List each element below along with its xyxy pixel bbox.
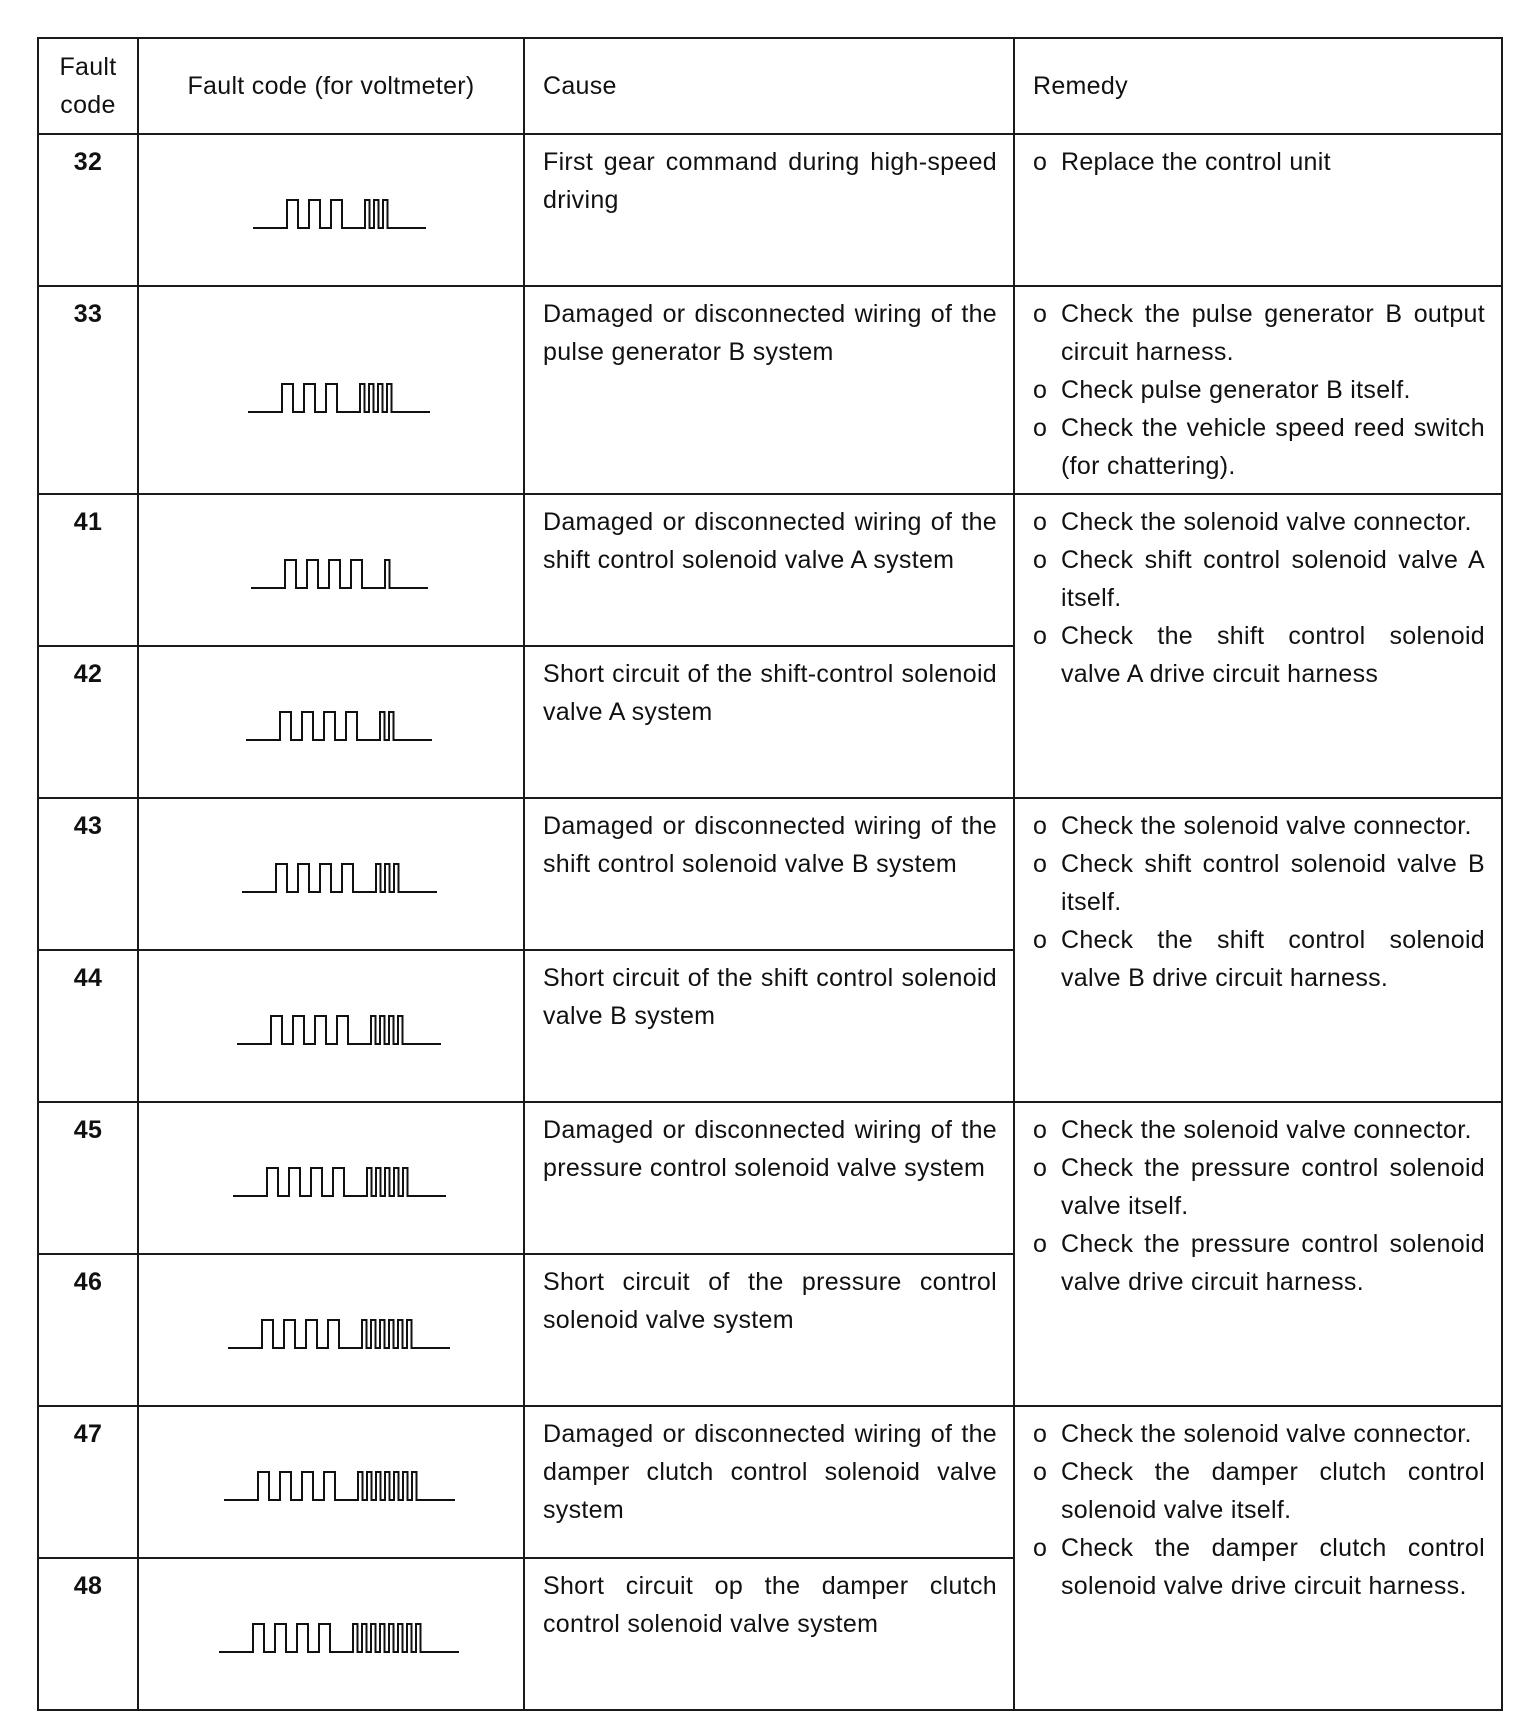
fault-code: 48 xyxy=(38,1558,138,1710)
pulse-waveform-graphic xyxy=(139,647,523,797)
pulse-trace xyxy=(248,384,430,412)
remedy-text: Replace the control unit xyxy=(1061,148,1331,176)
remedy-item xyxy=(1033,143,1485,181)
remedy-item xyxy=(1033,503,1485,541)
fault-code: 45 xyxy=(38,1102,138,1254)
pulse-trace xyxy=(242,864,437,892)
bullet-marker: o xyxy=(1033,1154,1048,1182)
table-row xyxy=(38,1102,1502,1254)
remedy-text: Check the solenoid valve connector. xyxy=(1061,508,1472,536)
fault-code-table xyxy=(37,37,1503,1711)
pulse-waveform-graphic xyxy=(139,1103,523,1253)
fault-code: 43 xyxy=(38,798,138,950)
fault-code: 41 xyxy=(38,494,138,646)
table-row xyxy=(38,494,1502,646)
bullet-marker: o xyxy=(1033,926,1048,954)
header-row xyxy=(38,38,1502,134)
remedy-text: Check shift control solenoid valve A itself. xyxy=(1061,546,1485,612)
remedy-cell xyxy=(1014,494,1502,798)
bullet-marker: o xyxy=(1033,508,1048,536)
pulse-waveform-graphic xyxy=(139,1255,523,1405)
pulse-waveform xyxy=(138,1102,524,1254)
remedy-item xyxy=(1033,1149,1485,1225)
remedy-item xyxy=(1033,807,1485,845)
table-row xyxy=(38,286,1502,494)
bullet-marker: o xyxy=(1033,1116,1048,1144)
pulse-waveform xyxy=(138,286,524,494)
remedy-item xyxy=(1033,845,1485,921)
table-row xyxy=(38,1406,1502,1558)
bullet-marker: o xyxy=(1033,376,1048,404)
fault-code: 33 xyxy=(38,286,138,494)
pulse-waveform xyxy=(138,1406,524,1558)
remedy-item xyxy=(1033,1529,1485,1605)
remedy-item xyxy=(1033,1415,1485,1453)
pulse-trace xyxy=(219,1624,459,1652)
header-fault-code: Fault code xyxy=(38,38,138,134)
remedy-item xyxy=(1033,295,1485,371)
pulse-waveform-graphic xyxy=(139,287,523,493)
pulse-trace xyxy=(253,200,426,228)
fault-code: 46 xyxy=(38,1254,138,1406)
bullet-marker: o xyxy=(1033,1230,1048,1258)
cause-text: Short circuit op the damper clutch control solenoid valve system xyxy=(524,1558,1014,1710)
header-remedy: Remedy xyxy=(1014,38,1502,134)
remedy-text: Check the damper clutch control solenoid valve itself. xyxy=(1061,1458,1485,1524)
pulse-waveform xyxy=(138,798,524,950)
pulse-waveform xyxy=(138,950,524,1102)
pulse-trace xyxy=(237,1016,441,1044)
cause-text: Damaged or disconnected wiring of the shift control solenoid valve B system xyxy=(524,798,1014,950)
pulse-trace xyxy=(246,712,432,740)
remedy-text: Check the vehicle speed reed switch (for chattering). xyxy=(1061,414,1485,480)
bullet-marker: o xyxy=(1033,414,1048,442)
cause-text: Damaged or disconnected wiring of the shift control solenoid valve A system xyxy=(524,494,1014,646)
remedy-text: Check the damper clutch control solenoid valve drive circuit harness. xyxy=(1061,1534,1485,1600)
header-cause: Cause xyxy=(524,38,1014,134)
remedy-cell xyxy=(1014,134,1502,286)
cause-text: Damaged or disconnected wiring of the damper clutch control solenoid valve system xyxy=(524,1406,1014,1558)
pulse-waveform xyxy=(138,646,524,798)
pulse-trace xyxy=(228,1320,450,1348)
fault-code: 47 xyxy=(38,1406,138,1558)
cause-text: Short circuit of the shift-control solenoid valve A system xyxy=(524,646,1014,798)
cause-text: Damaged or disconnected wiring of the pulse generator B system xyxy=(524,286,1014,494)
bullet-marker: o xyxy=(1033,300,1048,328)
remedy-text: Check the shift control solenoid valve B drive circuit harness. xyxy=(1061,926,1485,992)
remedy-text: Check the pulse generator B output circuit harness. xyxy=(1061,300,1485,366)
remedy-item xyxy=(1033,541,1485,617)
remedy-item xyxy=(1033,617,1485,693)
remedy-item xyxy=(1033,1225,1485,1301)
pulse-waveform-graphic xyxy=(139,135,523,285)
remedy-item xyxy=(1033,1453,1485,1529)
fault-code: 44 xyxy=(38,950,138,1102)
remedy-cell xyxy=(1014,1406,1502,1710)
remedy-text: Check the solenoid valve connector. xyxy=(1061,1420,1472,1448)
remedy-item xyxy=(1033,409,1485,485)
pulse-waveform-graphic xyxy=(139,799,523,949)
pulse-waveform xyxy=(138,134,524,286)
remedy-text: Check pulse generator B itself. xyxy=(1061,376,1411,404)
remedy-cell xyxy=(1014,1102,1502,1406)
header-voltmeter: Fault code (for voltmeter) xyxy=(138,38,524,134)
fault-code: 32 xyxy=(38,134,138,286)
remedy-item xyxy=(1033,1111,1485,1149)
cause-text: Damaged or disconnected wiring of the pressure control solenoid valve system xyxy=(524,1102,1014,1254)
remedy-text: Check the pressure control solenoid valve itself. xyxy=(1061,1154,1485,1220)
pulse-trace xyxy=(251,560,428,588)
remedy-item xyxy=(1033,921,1485,997)
bullet-marker: o xyxy=(1033,850,1048,878)
bullet-marker: o xyxy=(1033,1420,1048,1448)
remedy-text: Check the solenoid valve connector. xyxy=(1061,812,1472,840)
pulse-trace xyxy=(233,1168,446,1196)
table-row xyxy=(38,798,1502,950)
remedy-item xyxy=(1033,371,1485,409)
bullet-marker: o xyxy=(1033,622,1048,650)
bullet-marker: o xyxy=(1033,546,1048,574)
remedy-cell xyxy=(1014,286,1502,494)
pulse-waveform xyxy=(138,494,524,646)
cause-text: First gear command during high-speed driving xyxy=(524,134,1014,286)
bullet-marker: o xyxy=(1033,812,1048,840)
pulse-waveform-graphic xyxy=(139,1559,523,1709)
table-row xyxy=(38,134,1502,286)
bullet-marker: o xyxy=(1033,1534,1048,1562)
pulse-waveform-graphic xyxy=(139,951,523,1101)
bullet-marker: o xyxy=(1033,1458,1048,1486)
pulse-waveform-graphic xyxy=(139,495,523,645)
pulse-trace xyxy=(224,1472,455,1500)
pulse-waveform xyxy=(138,1558,524,1710)
remedy-text: Check the pressure control solenoid valve drive circuit harness. xyxy=(1061,1230,1485,1296)
remedy-text: Check the shift control solenoid valve A drive circuit harness xyxy=(1061,622,1485,688)
remedy-cell xyxy=(1014,798,1502,1102)
remedy-text: Check the solenoid valve connector. xyxy=(1061,1116,1472,1144)
cause-text: Short circuit of the shift control solenoid valve B system xyxy=(524,950,1014,1102)
fault-code: 42 xyxy=(38,646,138,798)
bullet-marker: o xyxy=(1033,148,1048,176)
remedy-text: Check shift control solenoid valve B itself. xyxy=(1061,850,1485,916)
cause-text: Short circuit of the pressure control solenoid valve system xyxy=(524,1254,1014,1406)
pulse-waveform xyxy=(138,1254,524,1406)
pulse-waveform-graphic xyxy=(139,1407,523,1557)
